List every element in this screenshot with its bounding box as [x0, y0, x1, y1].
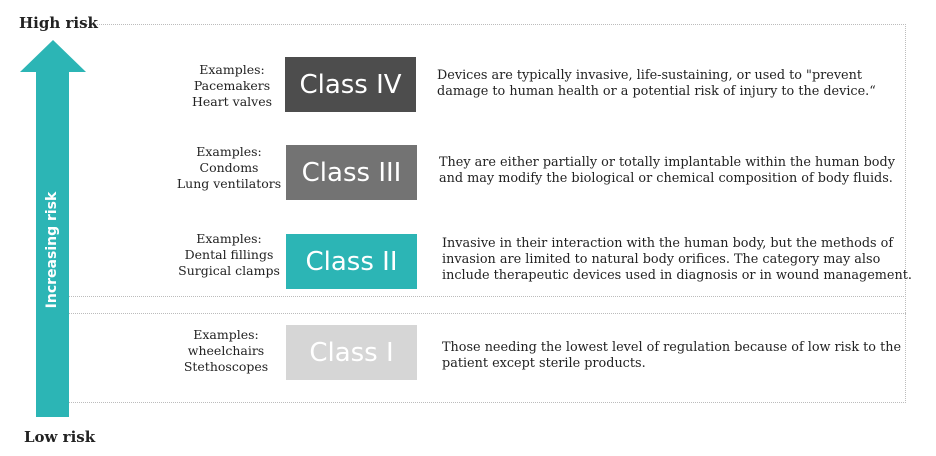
top-guide-line: [86, 24, 906, 25]
examples-heading: Examples:: [196, 231, 262, 246]
examples-heading: Examples:: [193, 327, 259, 342]
example-item: Surgical clamps: [178, 263, 280, 278]
class-ii-box: Class II: [286, 234, 417, 289]
example-item: Stethoscopes: [183, 359, 269, 374]
example-item: Pacemakers: [193, 78, 271, 93]
examples-heading: Examples:: [199, 62, 265, 77]
increasing-risk-arrow: [20, 40, 86, 417]
class-ii-bottom-line: [66, 296, 906, 297]
class-iv-description: Devices are typically invasive, life-sustaining, or used to "prevent damage to human health or a potential risk of injury to the device.“: [437, 68, 876, 99]
example-item: wheelchairs: [187, 343, 265, 358]
class-ii-examples: [164, 231, 294, 279]
class-iii-description: They are either partially or totally implantable within the human body and may modify the biological or chemical composition of body fluids.: [439, 155, 895, 186]
increasing-risk-label: Increasing risk: [44, 191, 60, 309]
class-i-description: Those needing the lowest level of regulation because of low risk to the patient except sterile products.: [442, 340, 902, 371]
example-item: Heart valves: [191, 94, 273, 109]
class-iv-examples: [176, 62, 288, 110]
class-i-box: Class I: [286, 325, 417, 380]
class-i-top-line: [66, 313, 906, 314]
arrow-up-icon: [20, 40, 86, 72]
example-item: Lung ventilators: [176, 176, 282, 191]
class-iii-box: Class III: [286, 145, 417, 200]
examples-heading: Examples:: [196, 144, 262, 159]
class-i-examples: [170, 327, 282, 375]
example-item: Dental fillings: [184, 247, 274, 262]
class-iv-box: Class IV: [285, 57, 416, 112]
bottom-guide-line: [66, 402, 906, 403]
high-risk-label: High risk: [19, 14, 98, 32]
example-item: Condoms: [199, 160, 259, 175]
class-iii-examples: [164, 144, 294, 192]
low-risk-label: Low risk: [24, 428, 96, 446]
class-ii-description: Invasive in their interaction with the human body, but the methods of invasion are limited to natural body orifices. The category may also include therapeutic devices used in diagnosis or in wound management.: [442, 236, 912, 283]
